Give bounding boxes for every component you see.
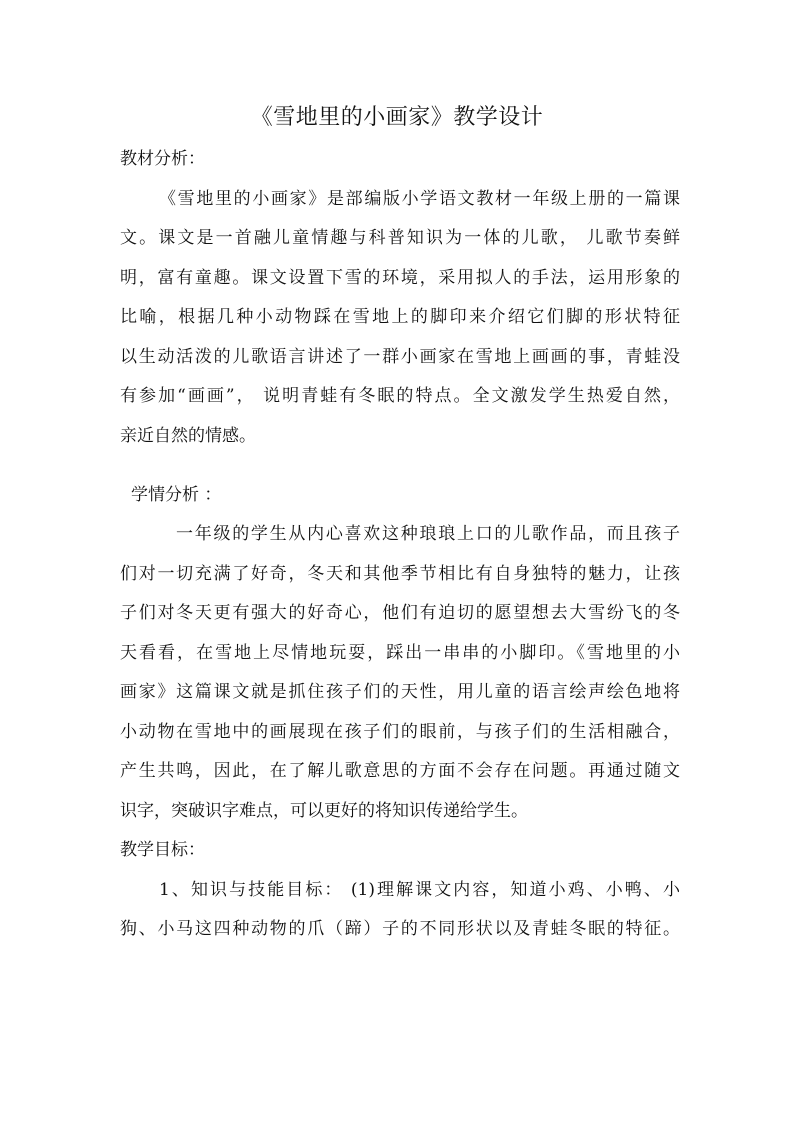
- section-heading-students: 学情分析 ：: [131, 485, 222, 505]
- paragraph-line: 文。课文是一首融儿童情趣与科普知识为一体的儿歌， 儿歌节奏鲜: [120, 228, 680, 248]
- paragraph-line: 们对一切充满了好奇，冬天和其他季节相比有自身独特的魅力，让孩: [120, 564, 680, 584]
- paragraph-line: 小动物在雪地中的画展现在孩子们的眼前，与孩子们的生活相融合，: [120, 722, 680, 742]
- paragraph-line: 一年级的学生从内心喜欢这种琅琅上口的儿歌作品，而且孩子: [176, 524, 680, 544]
- paragraph-line: 《雪地里的小画家》是部编版小学语文教材一年级上册的一篇课: [159, 189, 680, 209]
- section-heading-goals: 教学目标：: [120, 840, 205, 860]
- paragraph-line: 产生共鸣，因此，在了解儿歌意思的方面不会存在问题。再通过随文: [120, 761, 680, 781]
- paragraph-line: 子们对冬天更有强大的好奇心，他们有迫切的愿望想去大雪纷飞的冬: [120, 603, 680, 623]
- paragraph-line: 以生动活泼的儿歌语言讲述了一群小画家在雪地上画画的事，青蛙没: [120, 347, 680, 367]
- paragraph-line: 天看看，在雪地上尽情地玩耍，踩出一串串的小脚印。《雪地里的小: [120, 643, 680, 663]
- paragraph-line: 比喻，根据几种小动物踩在雪地上的脚印来介绍它们脚的形状特征: [120, 307, 680, 327]
- paragraph-line: 亲近自然的情感。: [120, 426, 256, 446]
- paragraph-line: 明，富有童趣。课文设置下雪的环境，采用拟人的手法，运用形象的: [120, 268, 680, 288]
- document-title: 《雪地里的小画家》教学设计: [250, 105, 544, 130]
- paragraph-line: 狗、小马这四种动物的爪（蹄）子的不同形状以及青蛙冬眠的特征。: [120, 919, 680, 939]
- paragraph-line: 有参加“画画”， 说明青蛙有冬眠的特点。全文激发学生热爱自然，: [120, 386, 680, 406]
- paragraph-line: 1、知识与技能目标： (1)理解课文内容，知道小鸡、小鸭、小: [159, 880, 680, 900]
- paragraph-line: 画家》这篇课文就是抓住孩子们的天性，用儿童的语言绘声绘色地将: [120, 682, 680, 702]
- section-heading-material: 教材分析：: [120, 149, 205, 169]
- paragraph-line: 识字，突破识字难点，可以更好的将知识传递给学生。: [120, 801, 528, 821]
